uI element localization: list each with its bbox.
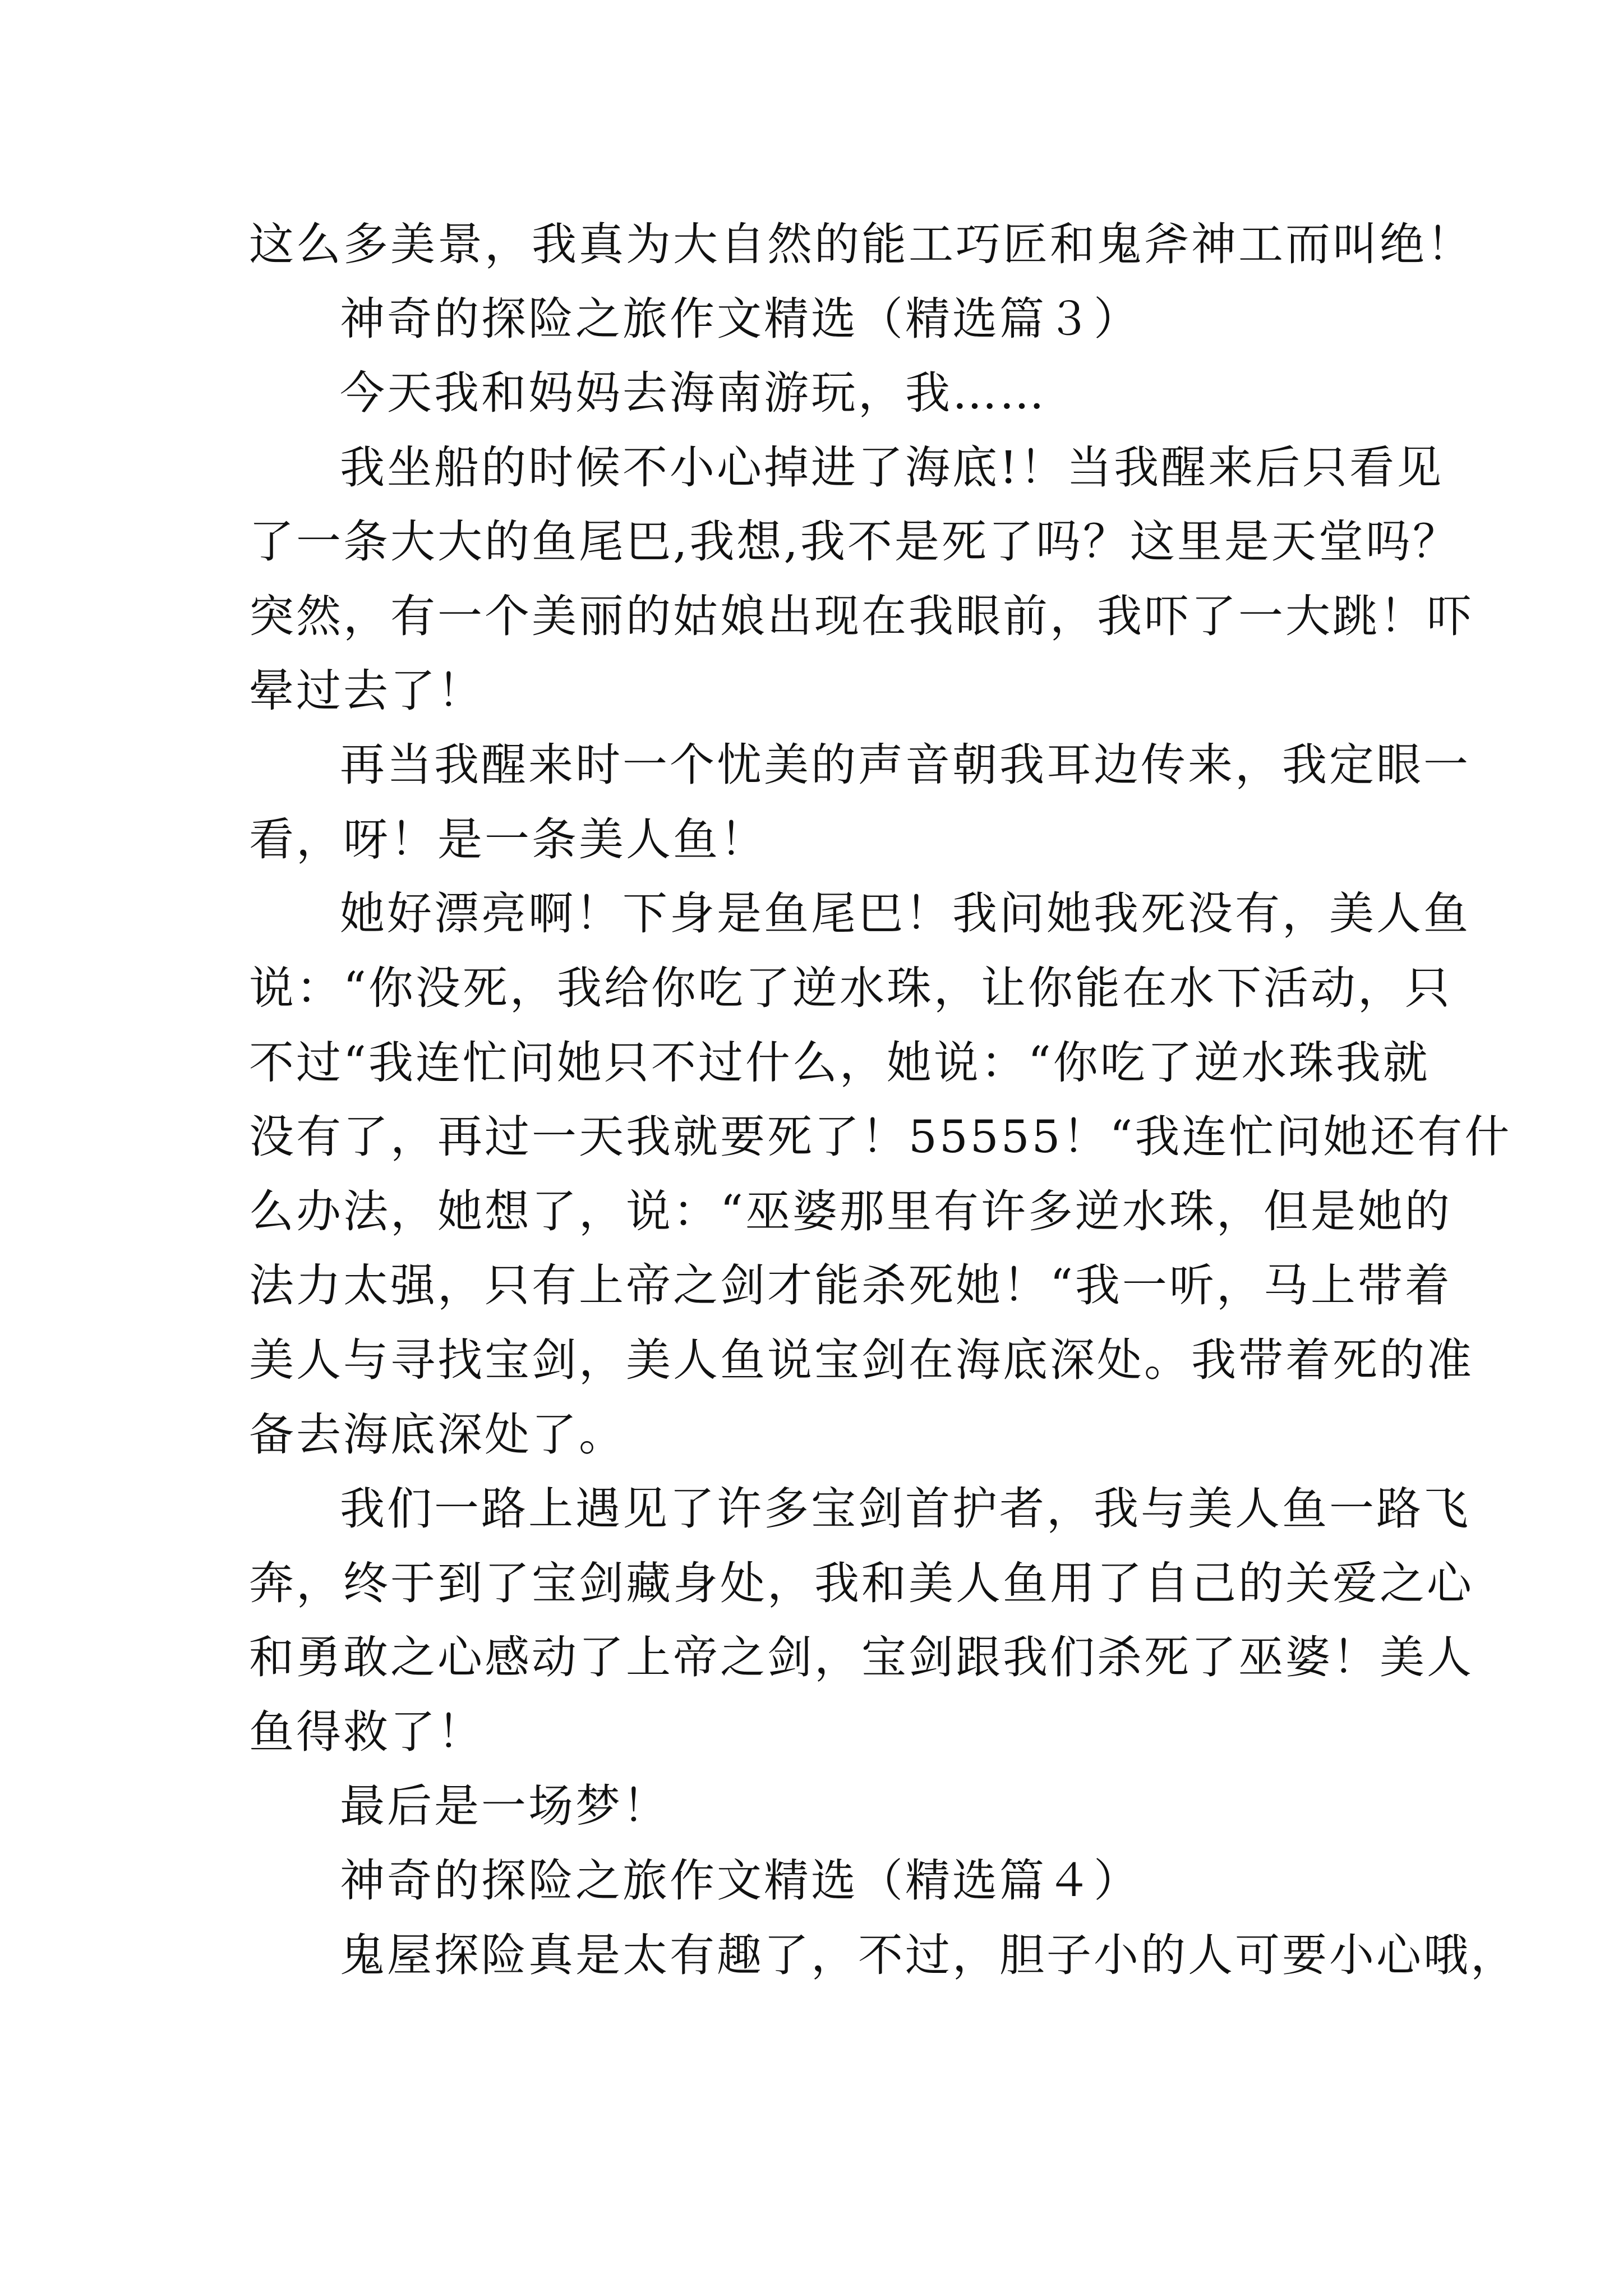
text-line: 这么多美景，我真为大自然的能工巧匠和鬼斧神工而叫绝！ <box>249 218 1474 270</box>
text-line: 晕过去了！ <box>249 664 485 717</box>
text-line: 说：“你没死，我给你吃了逆水珠，让你能在水下活动，只 <box>249 961 1452 1014</box>
text-line: 了一条大大的鱼尾巴,我想,我不是死了吗？这里是天堂吗？ <box>249 516 1460 568</box>
section-heading: 神奇的探险之旅作文精选（精选篇３） <box>340 292 1141 345</box>
text-line: 她好漂亮啊！下身是鱼尾巴！我问她我死没有，美人鱼 <box>340 887 1470 940</box>
text-line: 看，呀！是一条美人鱼！ <box>249 813 767 866</box>
text-line: 法力太强，只有上帝之剑才能杀死她！“我一听，马上带着 <box>249 1259 1452 1312</box>
text-line: 我坐船的时候不小心掉进了海底!！当我醒来后只看见 <box>340 441 1444 494</box>
text-line: 备去海底深处了。 <box>249 1408 626 1461</box>
section-heading: 神奇的探险之旅作文精选（精选篇４） <box>340 1855 1141 1907</box>
text-line: 不过“我连忙问她只不过什么，她说：“你吃了逆水珠我就 <box>249 1036 1430 1089</box>
text-line: 突然，有一个美丽的姑娘出现在我眼前，我吓了一大跳！吓 <box>249 590 1474 642</box>
text-line: 再当我醒来时一个忧美的声音朝我耳边传来，我定眼一 <box>340 739 1470 792</box>
text-line: 奔，终于到了宝剑藏身处，我和美人鱼用了自己的关爱之心 <box>249 1557 1474 1609</box>
text-line: 我们一路上遇见了许多宝剑首护者，我与美人鱼一路飞 <box>340 1483 1470 1535</box>
text-line: 最后是一场梦！ <box>340 1780 670 1833</box>
text-line: 么办法，她想了，说：“巫婆那里有许多逆水珠，但是她的 <box>249 1185 1452 1237</box>
document-body <box>249 208 1518 1993</box>
text-line: 美人与寻找宝剑，美人鱼说宝剑在海底深处。我带着死的准 <box>249 1333 1474 1386</box>
text-line: 和勇敢之心感动了上帝之剑，宝剑跟我们杀死了巫婆！美人 <box>249 1631 1474 1684</box>
text-line: 鬼屋探险真是太有趣了，不过，胆子小的人可要小心哦， <box>340 1929 1518 1981</box>
text-line: 今天我和妈妈去海南游玩，我…… <box>340 367 1046 420</box>
text-line: 没有了，再过一天我就要死了！55555！“我连忙问她还有什 <box>249 1111 1512 1163</box>
text-line: 鱼得救了！ <box>249 1705 485 1758</box>
